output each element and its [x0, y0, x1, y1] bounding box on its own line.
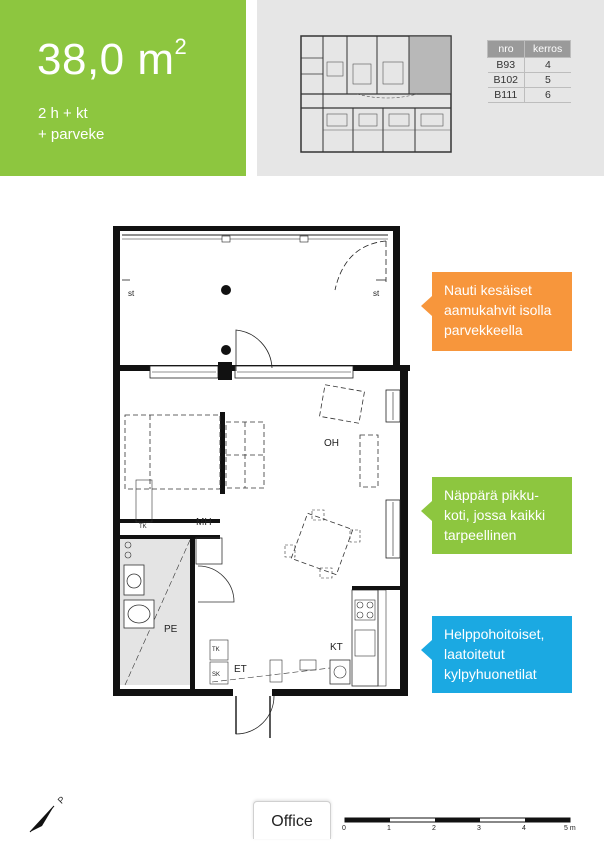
scale-tick-2: 2 — [432, 825, 436, 832]
table-header-kerros: kerros — [525, 41, 571, 58]
table-cell-nro: B93 — [488, 58, 525, 73]
kitchen — [330, 586, 400, 686]
label-wardrobe-hall: TK — [212, 647, 220, 653]
balcony — [113, 226, 400, 369]
scale-tick-5: 5 m — [564, 825, 576, 832]
rooms-line-1: 2 h + kt — [38, 105, 88, 122]
label-storage-right: st — [373, 289, 380, 298]
table-cell-nro: B102 — [488, 73, 525, 88]
north-arrow — [30, 794, 67, 832]
scale-tick-4: 4 — [522, 825, 526, 832]
label-kitchen: KT — [330, 642, 343, 653]
table-cell-kerros: 4 — [525, 58, 571, 73]
label-wardrobe-bedroom: TK — [139, 524, 147, 530]
bedroom-area — [120, 412, 264, 523]
callout-compact-home: Näppärä pikku-koti, jossa kaikki tarpeellinen — [432, 477, 572, 554]
table-cell-kerros: 5 — [525, 73, 571, 88]
bathroom — [120, 535, 234, 690]
callout-bathroom: Helppohoitoiset, laatoitetut kylpyhuonetilat — [432, 616, 572, 693]
table-header-nro: nro — [488, 41, 525, 58]
label-cleaning-closet: SK — [212, 672, 221, 678]
area-unit-superscript: 2 — [174, 34, 188, 60]
rooms-line-2: + parveke — [38, 126, 105, 143]
entrance — [212, 660, 330, 738]
label-bathroom: PE — [164, 624, 178, 635]
table-cell-kerros: 6 — [525, 88, 571, 103]
scale-bar — [345, 818, 570, 822]
label-living-room: OH — [324, 438, 339, 449]
scale-tick-3: 3 — [477, 825, 481, 832]
label-bedroom: MH — [196, 517, 212, 528]
label-storage-left: st — [128, 289, 135, 298]
area-value: 38,0 m — [37, 35, 175, 84]
scale-tick-1: 1 — [387, 825, 391, 832]
table-cell-nro: B111 — [488, 88, 525, 103]
label-hallway: ET — [234, 664, 247, 675]
callout-balcony: Nauti kesäiset aamukahvit isolla parvekkeella — [432, 272, 572, 351]
north-label: P — [55, 794, 68, 806]
office-tab[interactable]: Office — [253, 801, 331, 839]
scale-tick-0: 0 — [342, 825, 346, 832]
living-room-furniture — [285, 385, 378, 578]
